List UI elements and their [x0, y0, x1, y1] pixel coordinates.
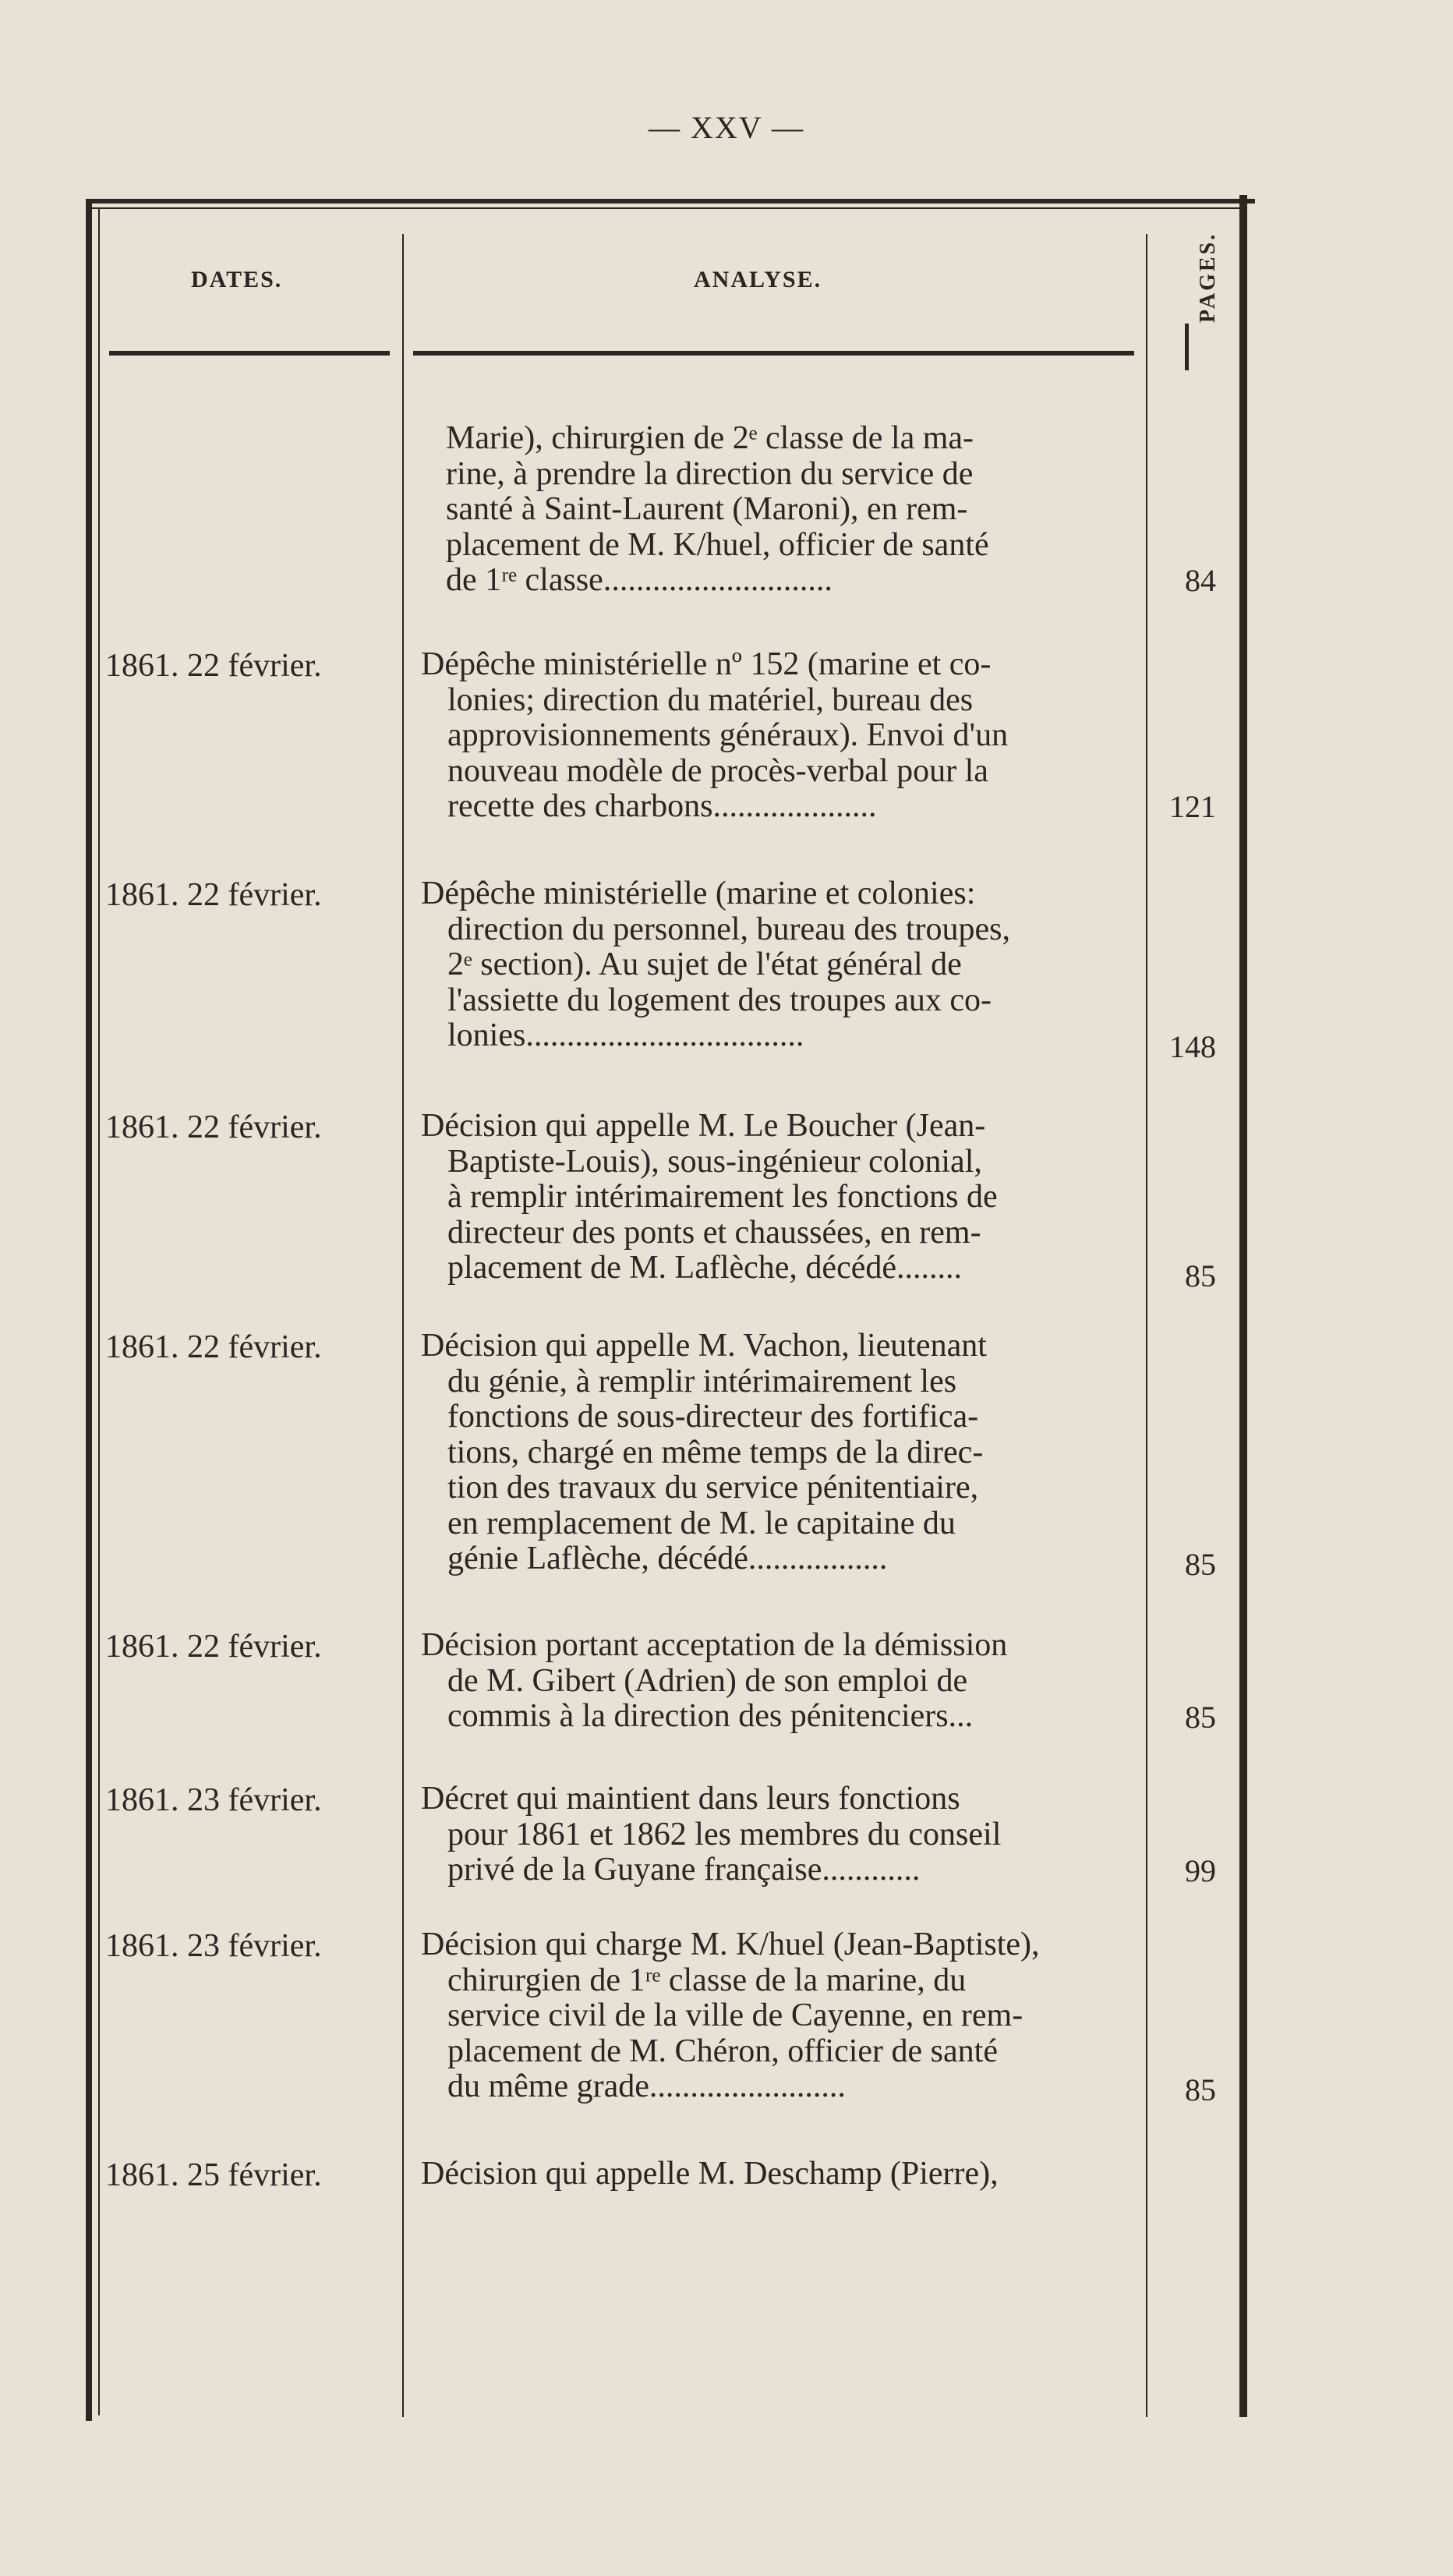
analyse-line: fonctions de sous-directeur des fortifica-: [447, 1399, 979, 1435]
analyse-line: Marie), chirurgien de 2ᵉ classe de la ma-: [446, 420, 974, 456]
analyse-line: service civil de la ville de Cayenne, en rem-: [447, 1997, 1023, 2033]
analyse-line: Baptiste-Louis), sous-ingénieur colonial,: [447, 1143, 982, 1180]
analyse-line: directeur des ponts et chaussées, en rem-: [447, 1214, 981, 1251]
analyse-text: [446, 421, 1140, 599]
analyse-line: lonies; direction du matériel, bureau des: [447, 681, 974, 718]
entry-date: 1861. 22 février.: [105, 1329, 322, 1365]
analyse-line: tion des travaux du service pénitentiaire,: [447, 1470, 979, 1506]
top-rule-thin: [86, 207, 1247, 209]
analyse-line: de 1ʳᵉ classe............................: [446, 562, 833, 598]
analyse-line: l'assiette du logement des troupes aux co-: [447, 982, 992, 1018]
analyse-line: pour 1861 et 1862 les membres du conseil: [447, 1816, 1002, 1852]
page-folio: — XXV —: [649, 110, 804, 145]
left-border-thin: [98, 209, 100, 2415]
page-reference: 121: [1169, 789, 1216, 824]
entry-date: 1861. 22 février.: [105, 1109, 322, 1145]
left-border: [86, 199, 92, 2421]
analyse-line: commis à la direction des pénitenciers...: [447, 1698, 974, 1734]
dates-header-underline: [109, 351, 390, 356]
entry-date: 1861. 23 février.: [105, 1928, 322, 1964]
analyse-line: lonies..................................: [447, 1017, 804, 1053]
analyse-header-underline: [413, 351, 1134, 356]
page-reference: 99: [1185, 1853, 1216, 1888]
analyse-line: Dépêche ministérielle (marine et colonies:: [421, 876, 976, 911]
page-reference: 85: [1185, 2072, 1216, 2107]
page-reference: 85: [1185, 1700, 1216, 1735]
analyse-line: approvisionnements généraux). Envoi d'un: [447, 717, 1009, 753]
analyse-text: [421, 1782, 1138, 1888]
analyse-line: Décret qui maintient dans leurs fonctions: [421, 1781, 960, 1817]
analyse-line: à remplir intérimairement les fonctions de: [447, 1179, 998, 1215]
analyse-line: en remplacement de M. le capitaine du: [447, 1505, 956, 1541]
analyse-line: placement de M. K/huel, officier de santé: [446, 526, 989, 563]
analyse-line: du génie, à remplir intérimairement les: [447, 1363, 957, 1399]
page-reference: 84: [1185, 563, 1216, 598]
entry-date: 1861. 22 février.: [105, 648, 322, 684]
pages-column-separator: [1146, 234, 1147, 2417]
analyse-line: recette des charbons....................: [447, 788, 877, 824]
analyse-line: nouveau modèle de procès-verbal pour la: [447, 752, 988, 789]
analyse-line: Décision qui appelle M. Deschamp (Pierre),: [421, 2156, 999, 2192]
page-reference: 148: [1169, 1029, 1216, 1064]
analyse-line: du même grade........................: [447, 2068, 846, 2104]
analyse-text: [421, 2157, 1138, 2192]
analyse-line: tions, chargé en même temps de la direc-: [447, 1434, 984, 1470]
analyse-line: Décision qui appelle M. Le Boucher (Jean-: [421, 1108, 986, 1144]
analyse-line: placement de M. Chéron, officier de santé: [447, 2033, 998, 2069]
page-reference: 85: [1185, 1258, 1216, 1293]
analyse-line: Décision qui appelle M. Vachon, lieutenant: [421, 1328, 987, 1364]
analyse-line: placement de M. Laflèche, décédé........: [447, 1250, 963, 1286]
column-header-analyse: ANALYSE.: [694, 267, 822, 292]
analyse-line: chirurgien de 1ʳᵉ classe de la marine, du: [447, 1962, 967, 1998]
entry-date: 1861. 22 février.: [105, 1629, 322, 1665]
analyse-text: [421, 647, 1138, 825]
analyse-line: de M. Gibert (Adrien) de son emploi de: [447, 1662, 968, 1699]
analyse-line: génie Laflèche, décédé.................: [447, 1541, 888, 1576]
analyse-text: [421, 876, 1138, 1054]
entry-date: 1861. 25 février.: [105, 2157, 322, 2193]
right-border: [1239, 195, 1247, 2417]
analyse-line: direction du personnel, bureau des troupes,: [447, 911, 1010, 947]
analyse-text: [421, 1329, 1138, 1577]
analyse-text: [421, 1109, 1138, 1286]
column-header-dates: DATES.: [191, 267, 283, 292]
dates-column-separator: [402, 234, 404, 2417]
analyse-line: Décision qui charge M. K/huel (Jean-Baptiste),: [421, 1927, 1040, 1962]
analyse-text: [421, 1628, 1138, 1735]
analyse-line: 2ᵉ section). Au sujet de l'état général de: [447, 947, 962, 982]
page-reference: 85: [1185, 1547, 1216, 1582]
analyse-line: Décision portant acceptation de la démission: [421, 1627, 1008, 1663]
entry-date: 1861. 23 février.: [105, 1782, 322, 1818]
entry-date: 1861. 22 février.: [105, 877, 322, 913]
analyse-line: rine, à prendre la direction du service de: [446, 455, 974, 492]
analyse-line: privé de la Guyane française............: [447, 1852, 921, 1888]
column-header-pages: PAGES.: [1196, 232, 1220, 324]
analyse-line: Dépêche ministérielle nº 152 (marine et co-: [421, 646, 992, 682]
pages-header-mark: [1185, 324, 1189, 370]
top-rule: [86, 199, 1255, 203]
analyse-line: santé à Saint-Laurent (Maroni), en rem-: [446, 491, 968, 527]
analyse-text: [421, 1927, 1138, 2105]
